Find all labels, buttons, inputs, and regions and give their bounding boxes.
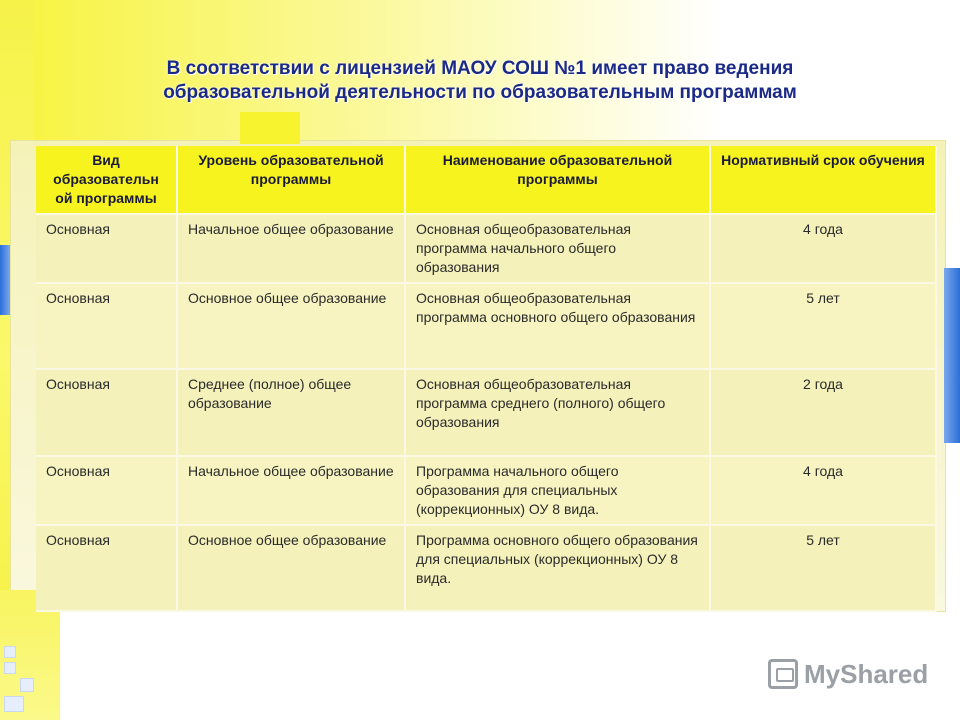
programs-table — [36, 146, 937, 612]
table-row — [36, 456, 936, 525]
table-row — [36, 214, 936, 283]
table-row — [36, 525, 936, 611]
slide-title-line2: образовательной деятельности по образовательным программам — [163, 82, 797, 103]
watermark-text: MyShared — [804, 658, 929, 689]
presentation-icon — [768, 659, 798, 689]
decor-square — [4, 646, 16, 658]
cell-program-type: Основная — [36, 525, 177, 611]
table-row — [36, 283, 936, 369]
slide-title-line1: В соответствии с лицензией МАОУ СОШ №1 имеет право ведения — [166, 58, 794, 79]
cell-program-name: Основная общеобразовательная программа среднего (полного) общего образования — [405, 369, 710, 456]
cell-program-name: Программа начального общего образования для специальных (коррекционных) ОУ 8 вида. — [405, 456, 710, 525]
header-program-type: Вид образовательн ой программы — [36, 146, 177, 214]
background-right-blue-bar — [944, 268, 960, 443]
background-yellow-square — [240, 112, 300, 144]
cell-program-type: Основная — [36, 214, 177, 283]
decor-square — [4, 662, 16, 674]
background-left-blue-bar — [0, 245, 10, 315]
cell-program-type: Основная — [36, 369, 177, 456]
decor-square — [4, 696, 24, 712]
cell-study-period: 5 лет — [710, 283, 936, 369]
table-header-row — [36, 146, 936, 214]
header-study-period: Нормативный срок обучения — [710, 146, 936, 214]
slide-title — [80, 57, 880, 105]
watermark — [768, 656, 928, 692]
cell-program-level: Основное общее образование — [177, 525, 405, 611]
cell-program-level: Основное общее образование — [177, 283, 405, 369]
cell-study-period: 4 года — [710, 456, 936, 525]
cell-study-period: 2 года — [710, 369, 936, 456]
header-program-level: Уровень образовательной программы — [177, 146, 405, 214]
cell-program-type: Основная — [36, 456, 177, 525]
cell-study-period: 5 лет — [710, 525, 936, 611]
cell-program-level: Среднее (полное) общее образование — [177, 369, 405, 456]
table-row — [36, 369, 936, 456]
cell-program-level: Начальное общее образование — [177, 214, 405, 283]
cell-study-period: 4 года — [710, 214, 936, 283]
cell-program-type: Основная — [36, 283, 177, 369]
decor-square — [20, 678, 34, 692]
cell-program-name: Основная общеобразовательная программа основного общего образования — [405, 283, 710, 369]
cell-program-name: Основная общеобразовательная программа начального общего образования — [405, 214, 710, 283]
header-program-name: Наименование образовательной программы — [405, 146, 710, 214]
cell-program-name: Программа основного общего образования для специальных (коррекционных) ОУ 8 вида. — [405, 525, 710, 611]
cell-program-level: Начальное общее образование — [177, 456, 405, 525]
